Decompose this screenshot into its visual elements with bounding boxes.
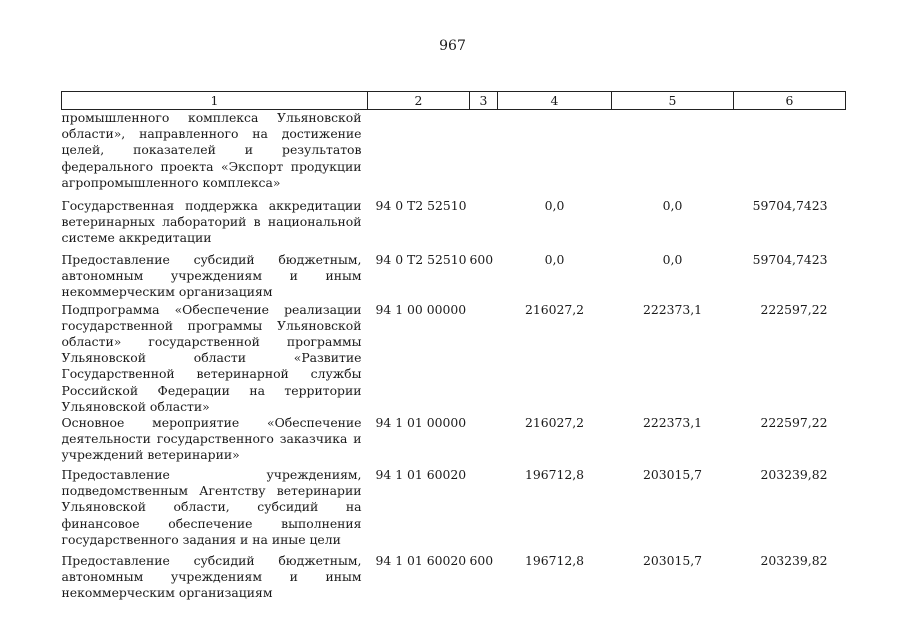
row-code: 94 0 Т2 52510 — [375, 197, 467, 213]
table-row — [62, 110, 846, 198]
row-value-5 — [612, 110, 734, 198]
row-vr — [470, 467, 498, 553]
row-code: 94 1 01 60020 — [375, 552, 467, 568]
row-value-6: 222597,22 — [760, 301, 828, 317]
row-code — [368, 110, 470, 198]
row-value-4: 216027,2 — [524, 301, 585, 317]
table-header-row — [62, 92, 846, 110]
row-vr — [470, 110, 498, 198]
row-name: Предоставление учреждениям, подведомственным Агентству ветеринарии Ульяновской области, субсидий на финансовое обеспечение выполнения государственного задания и на иные цели — [61, 466, 362, 547]
column-header-2: 2 — [368, 92, 470, 110]
row-name: Предоставление субсидий бюджетным, автономным учреждениям и иным некоммерческим организациям — [61, 552, 362, 601]
row-value-5: 0,0 — [662, 251, 683, 267]
table-row — [62, 302, 846, 415]
table-row — [62, 553, 846, 605]
row-code: 94 0 Т2 52510 — [375, 251, 467, 267]
row-value-4 — [498, 110, 612, 198]
row-value-6: 203239,82 — [760, 466, 828, 482]
row-value-4: 0,0 — [544, 197, 565, 213]
row-vr — [470, 415, 498, 467]
page-number: 967 — [439, 38, 466, 54]
row-name: Предоставление субсидий бюджетным, автономным учреждениям и иным некоммерческим организациям — [61, 251, 362, 299]
row-name: промышленного комплекса Ульяновской области», направленного на достижение целей, показателей и результатов федерального проекта «Экспорт продукции агропромышленного комплекса» — [61, 110, 362, 190]
column-header-5: 5 — [612, 92, 734, 110]
row-name: Основное мероприятие «Обеспечение деятельности государственного заказчика и учреждений ветеринарии» — [61, 414, 362, 463]
row-value-5: 222373,1 — [642, 414, 703, 430]
row-code: 94 1 01 00000 — [375, 414, 467, 430]
row-value-4: 196712,8 — [524, 466, 585, 482]
column-header-1: 1 — [62, 92, 368, 110]
row-value-5: 203015,7 — [642, 466, 703, 482]
row-value-6: 203239,82 — [760, 552, 828, 568]
row-vr — [470, 302, 498, 415]
row-code: 94 1 01 60020 — [375, 466, 467, 482]
table-row — [62, 198, 846, 252]
row-name: Государственная поддержка аккредитации ветеринарных лабораторий в национальной системе аккредитации — [61, 197, 362, 245]
row-value-4: 0,0 — [544, 251, 565, 267]
table-row — [62, 415, 846, 467]
row-code: 94 1 00 00000 — [375, 301, 467, 317]
table-row — [62, 467, 846, 553]
row-vr — [470, 198, 498, 252]
column-header-4: 4 — [498, 92, 612, 110]
row-value-6: 59704,7423 — [752, 197, 828, 213]
column-header-6: 6 — [734, 92, 846, 110]
row-value-6 — [734, 110, 846, 198]
row-value-4: 196712,8 — [524, 552, 585, 568]
row-name: Подпрограмма «Обеспечение реализации государственной программы Ульяновской области» государственной программы Ульяновской области «Развитие Государственной ветеринарной службы Российской Федерации на территории Ульяновской области» — [61, 301, 362, 414]
row-value-4: 216027,2 — [524, 414, 585, 430]
row-value-6: 222597,22 — [760, 414, 828, 430]
row-value-6: 59704,7423 — [752, 251, 828, 267]
row-value-5: 203015,7 — [642, 552, 703, 568]
row-vr: 600 — [469, 251, 494, 267]
table-row — [62, 252, 846, 302]
column-header-3: 3 — [470, 92, 498, 110]
row-value-5: 0,0 — [662, 197, 683, 213]
row-value-5: 222373,1 — [642, 301, 703, 317]
row-vr: 600 — [469, 552, 494, 568]
budget-table — [61, 91, 846, 605]
